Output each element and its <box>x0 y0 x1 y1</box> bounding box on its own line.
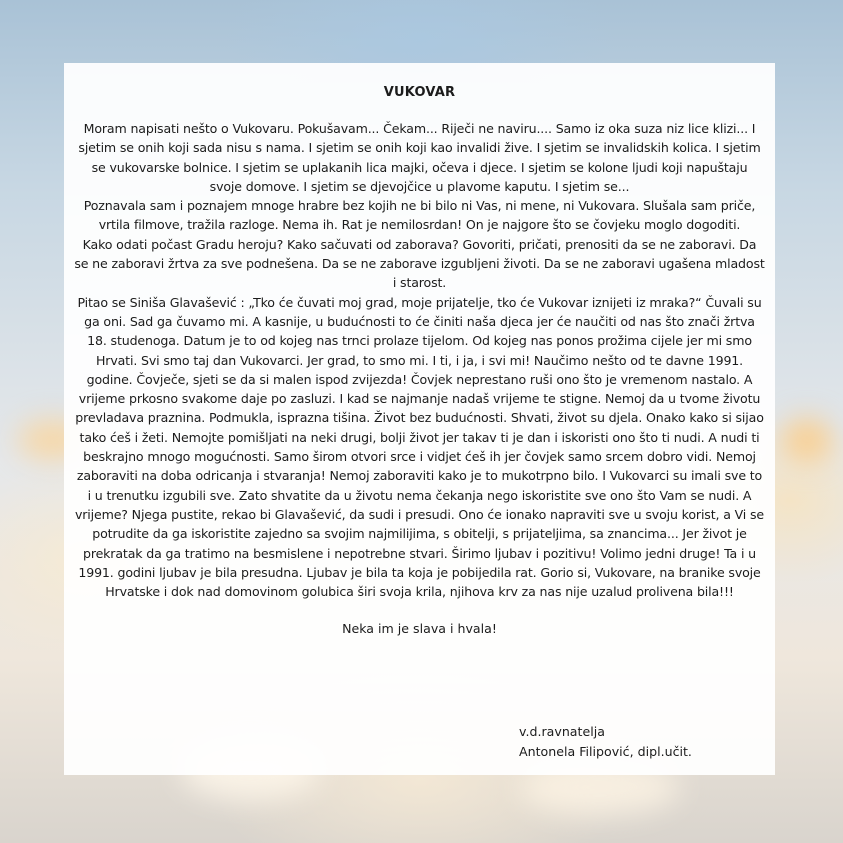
letter-card <box>64 63 775 775</box>
paragraph-brave-people: Poznavala sam i poznajem mnoge hrabre bez kojih ne bi bilo ni Vas, ni mene, ni Vukovara. Slušala sam priče, vrtila filmove, tražila razloge. Nema ih. Rat je nemilosrdan! On je najgore što se čovjeku moglo dogoditi. <box>83 198 756 233</box>
closing-line: Neka im je slava i hvala! <box>342 621 497 637</box>
paragraph-glavasevic: Pitao se Siniša Glavašević : „Tko će čuvati moj grad, moje prijatelje, tko će Vukovar iznijeti iz mraka?“ Čuvali su ga oni. Sad ga čuvamo mi. A kasnije, u budućnosti to će činiti naša djeca jer će naučiti od nas što znači žrtva 18. studenoga. Datum je to od kojeg nas trnci prolaze tijelom. Od kojeg nas ponos prožima cijele jer mi smo Hrvati. Svi smo taj dan Vukovarci. Jer grad, to smo mi. I ti, i ja, i svi mi! Naučimo nešto od te davne 1991. godine. Čovječe, sjeti se da si malen ispod zvijezda! Čovjek neprestano ruši ono što je vremenom nastalo. A vrijeme prkosno svakome daje po zasluzi. I kad se najmanje nadaš vrijeme te stigne. Nemoj da u tvome životu prevladava praznina. Podmukla, isprazna tišina. Život bez budućnosti. Shvati, život su djela. Onako kako si sijao tako ćeš i žeti. Nemojte pomišljati na neki drugi, bolji život jer takav ti je dan i iskoristi ono što ti nudi. A nudi ti beskrajno mnogo mogućnosti. Samo širom otvori srce i vidjet ćeš ih jer čovjek samo srcem dobro vidi. Nemoj zaboraviti na doba odricanja i stvaranja! Nemoj zaboraviti kako je to mukotrpno bilo. I Vukovarci su imali sve to i u trenutku izgubili sve. Zato shvatite da u životu nema čekanja nego iskoristite sve ono što Vam se nudi. A vrijeme? Njega pustite, rekao bi Glavašević, da sudi i presudi. Ono će ionako napraviti sve u svoju korist, a Vi se potrudite da ga iskoristite zajedno sa svojim najmilijima, s obitelji, s prijateljima, sa znancima... Jer život je prekratak da ga tratimo na besmislene i nepotrebne stvari. Širimo ljubav i pozitivu! Volimo jedni druge! Ta i u 1991. godini ljubav je bila presudna. Ljubav je bila ta koja je pobijedila rat. Gorio si, Vukovare, na branike svoje Hrvatske i dok nad domovinom golubica širi svoja krila, njihova krv za nas nije uzalud prolivena bila!!! <box>74 294 765 600</box>
signature-role: v.d.ravnatelja <box>519 724 605 739</box>
signature-name: Antonela Filipović, dipl.učit. <box>519 743 692 759</box>
paragraph-memories: Moram napisati nešto o Vukovaru. Pokušavam... Čekam... Riječi ne naviru.... Samo iz oka suza niz lice klizi... I sjetim se onih koji sada nisu s nama. I sjetim se onih koji kao invalidi žive. I sjetim se invalidskih kolica. I sjetim se vukovarske bolnice. I sjetim se uplakanih lica majki, očeva i djece. I sjetim se kolone ljudi koji napuštaju svoje domove. I sjetim se djevojčice u plavome kaputu. I sjetim se... <box>78 121 761 194</box>
paragraph-honor-city: Kako odati počast Gradu heroju? Kako sačuvati od zaborava? Govoriti, pričati, prenositi da se ne zaboravi. Da se ne zaboravi žrtva za sve podnešena. Da se ne zaborave izgubljeni životi. Da se ne zaboravi ugašena mladost i starost. <box>74 236 765 291</box>
letter-title: VUKOVAR <box>383 85 456 100</box>
candle-glow-right <box>782 418 832 462</box>
letter-body <box>74 119 765 601</box>
signature-block <box>519 722 692 761</box>
